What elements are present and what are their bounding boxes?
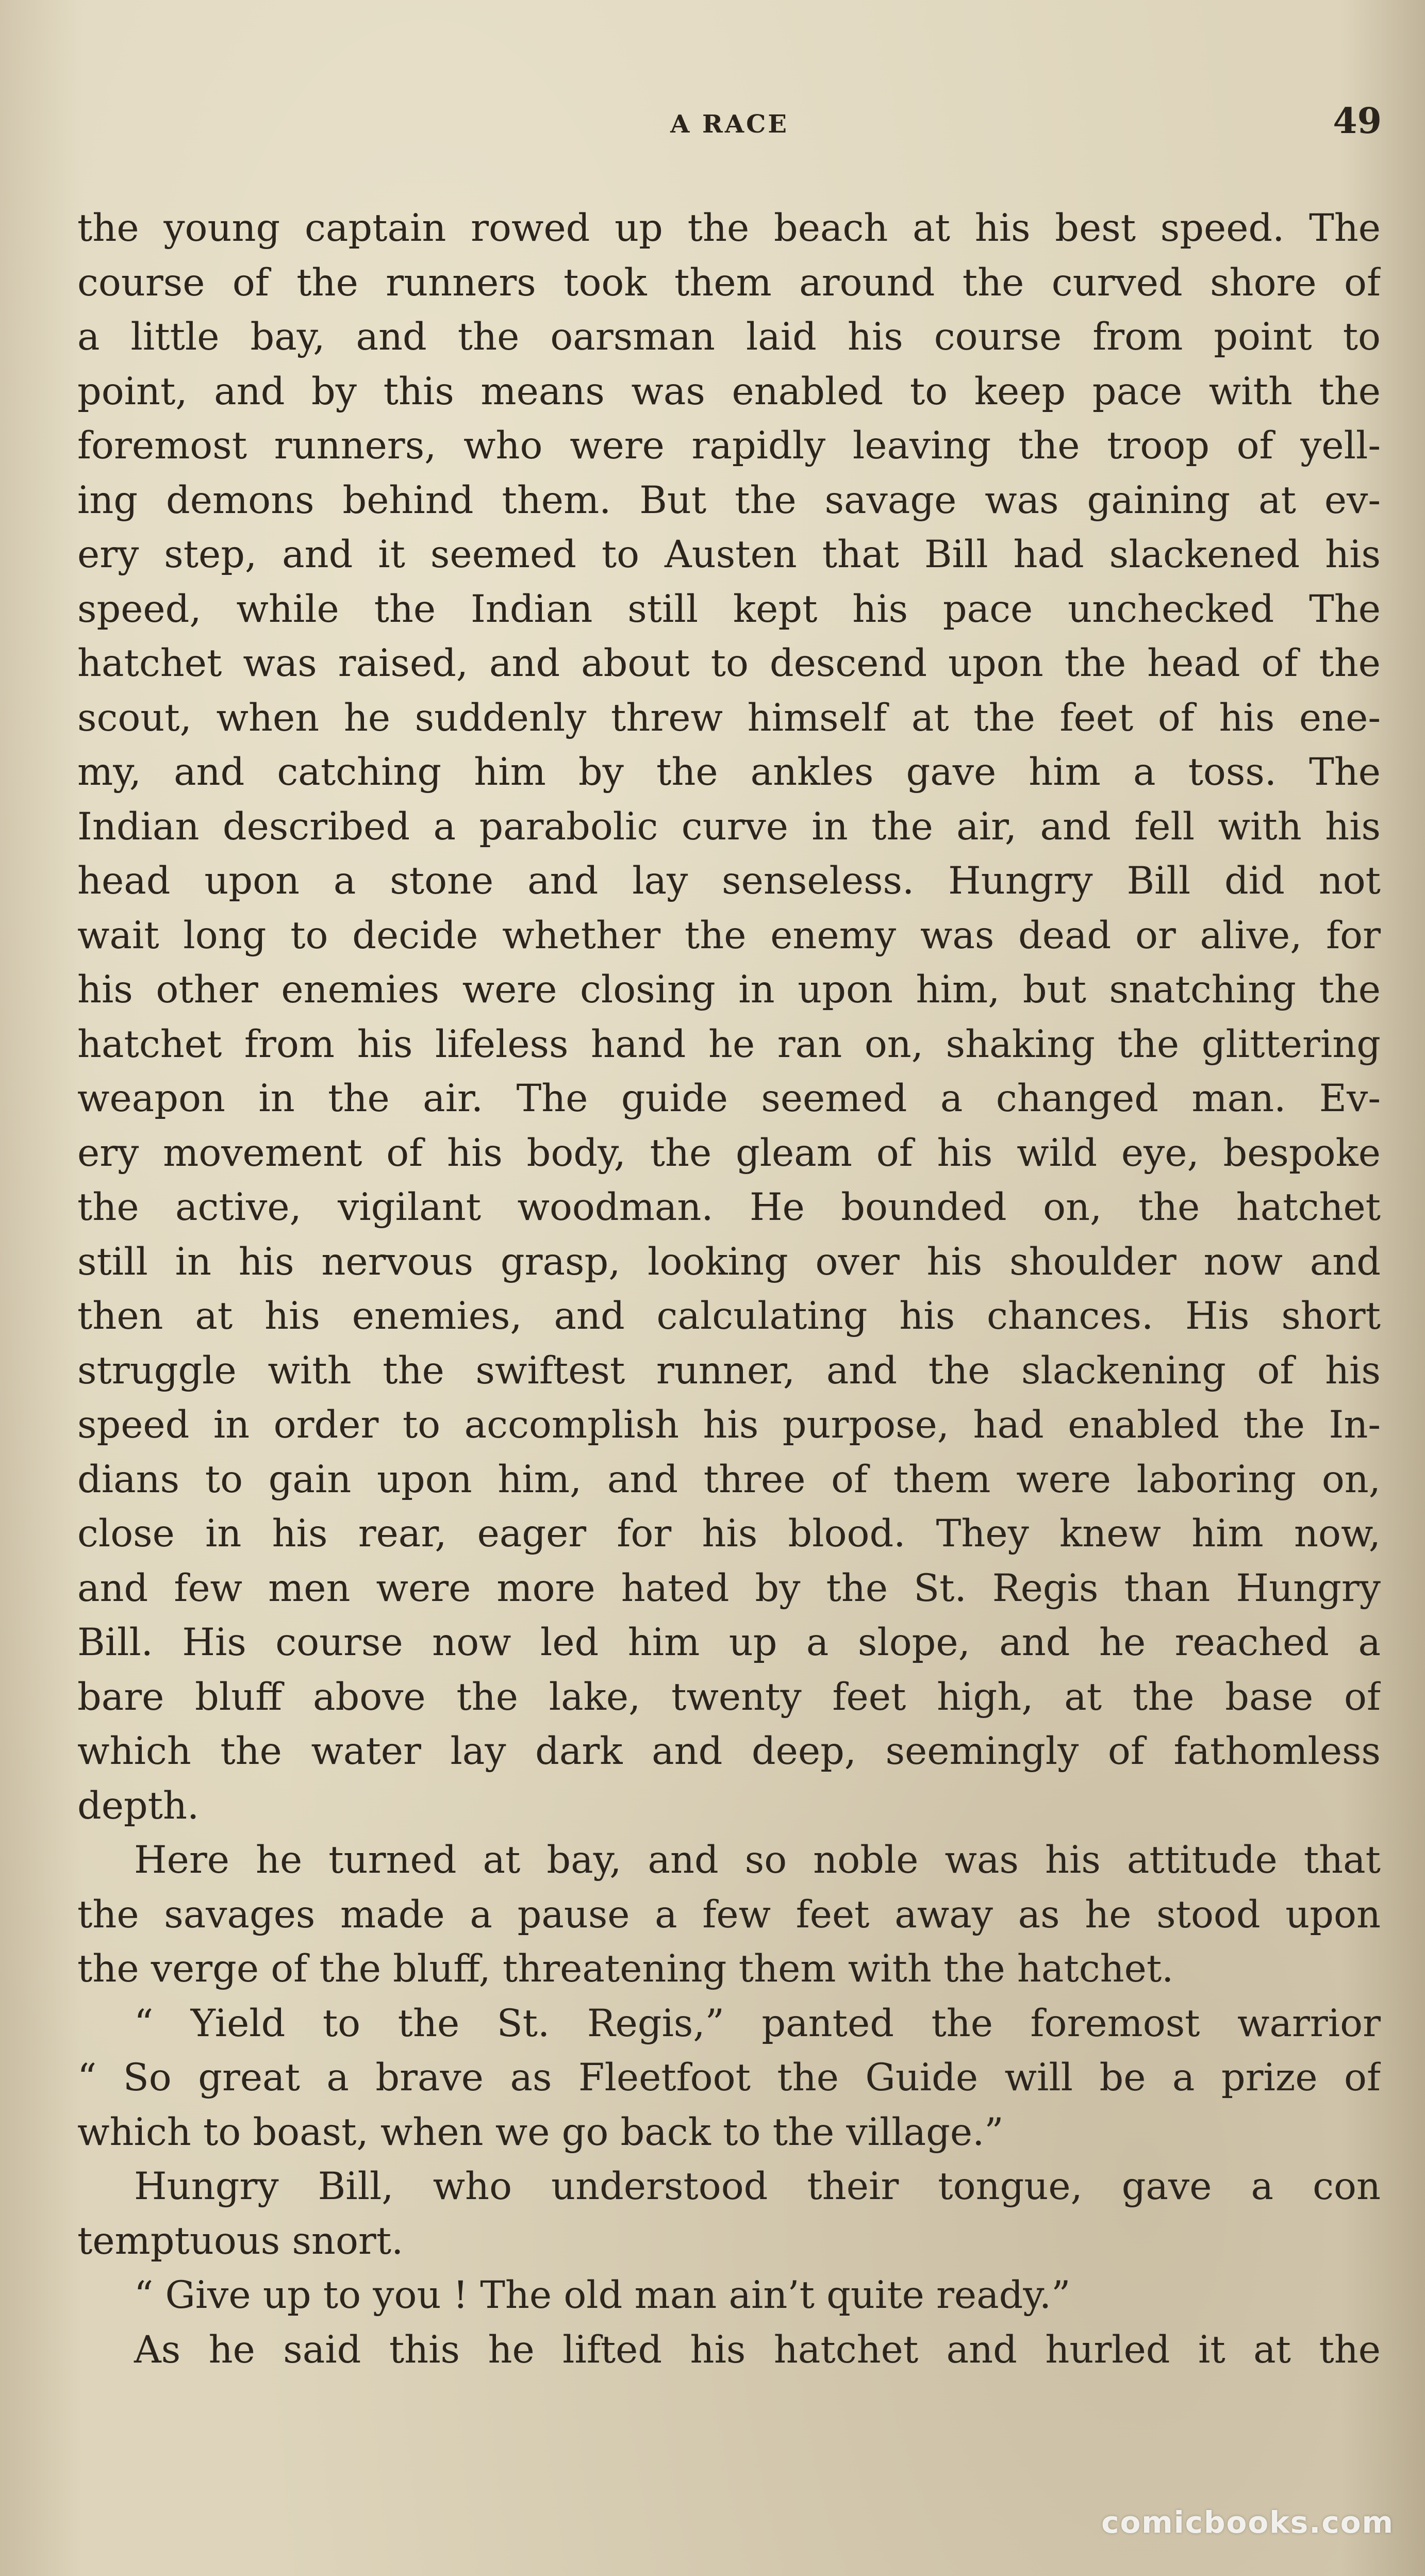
- page-header: [77, 101, 1382, 147]
- text-line: scout, when he suddenly threw himself at the feet of his ene-: [77, 696, 1381, 740]
- text-line: a little bay, and the oarsman laid his course from point to: [77, 315, 1381, 359]
- text-line: speed, while the Indian still kept his pace unchecked The: [77, 587, 1381, 631]
- text-line: foremost runners, who were rapidly leaving the troop of yell-: [77, 424, 1381, 468]
- text-line: wait long to decide whether the enemy was dead or alive, for: [77, 913, 1381, 957]
- text-line: course of the runners took them around the curved shore of: [77, 260, 1381, 305]
- text-line: point, and by this means was enabled to keep pace with the: [77, 369, 1381, 414]
- text-line: “ Give up to you ! The old man ain’t quite ready.”: [134, 2273, 1071, 2317]
- text-line: and few men were more hated by the St. Regis than Hungry: [77, 1566, 1381, 1610]
- text-line: dians to gain upon him, and three of them were laboring on,: [77, 1457, 1381, 1501]
- text-line: speed in order to accomplish his purpose, had enabled the In-: [77, 1403, 1381, 1447]
- text-line: still in his nervous grasp, looking over his shoulder now and: [77, 1240, 1381, 1284]
- text-line: struggle with the swiftest runner, and the slackening of his: [77, 1348, 1381, 1393]
- text-line: weapon in the air. The guide seemed a changed man. Ev-: [77, 1077, 1381, 1120]
- text-line: which to boast, when we go back to the village.”: [77, 2110, 1004, 2154]
- text-line: “ Yield to the St. Regis,” panted the foremost warrior: [134, 2001, 1381, 2045]
- text-line: the young captain rowed up the beach at his best speed. The: [77, 206, 1381, 250]
- text-line: the savages made a pause a few feet away as he stood upon: [77, 1892, 1381, 1937]
- body-text: [77, 201, 1381, 2377]
- text-line: Bill. His course now led him up a slope, and he reached a: [77, 1621, 1381, 1664]
- text-line: the verge of the bluff, threatening them with the hatchet.: [77, 1947, 1174, 1991]
- text-line: depth.: [77, 1784, 200, 1828]
- text-line: Here he turned at bay, and so noble was his attitude that: [134, 1838, 1381, 1882]
- text-line: hatchet from his lifeless hand he ran on, shaking the glittering: [77, 1022, 1381, 1066]
- text-line: the active, vigilant woodman. He bounded on, the hatchet: [77, 1185, 1381, 1229]
- text-line: Hungry Bill, who understood their tongue, gave a con: [134, 2165, 1381, 2208]
- text-line: “ So great a brave as Fleetfoot the Guide will be a prize of: [77, 2056, 1381, 2100]
- text-line: close in his rear, eager for his blood. They knew him now,: [77, 1512, 1381, 1556]
- text-line: my, and catching him by the ankles gave him a toss. The: [77, 750, 1381, 794]
- text-line: which the water lay dark and deep, seemingly of fathomless: [77, 1729, 1381, 1773]
- text-line: then at his enemies, and calculating his chances. His short: [77, 1294, 1381, 1338]
- running-title: A RACE: [670, 110, 789, 139]
- text-line: hatchet was raised, and about to descend upon the head of the: [77, 641, 1381, 685]
- text-line: ery step, and it seemed to Austen that Bill had slackened his: [77, 533, 1381, 576]
- watermark: comicbooks.com: [1101, 2505, 1394, 2540]
- text-line: As he said this he lifted his hatchet and hurled it at the: [134, 2327, 1381, 2372]
- page-number: 49: [1333, 101, 1382, 142]
- text-line: ing demons behind them. But the savage was gaining at ev-: [77, 478, 1381, 522]
- text-line: temptuous snort.: [77, 2219, 404, 2263]
- text-line: head upon a stone and lay senseless. Hungry Bill did not: [77, 859, 1381, 903]
- text-line: bare bluff above the lake, twenty feet high, at the base of: [77, 1675, 1381, 1719]
- text-line: Indian described a parabolic curve in the air, and fell with his: [77, 804, 1381, 849]
- text-line: his other enemies were closing in upon him, but snatching the: [77, 968, 1381, 1012]
- text-line: ery movement of his body, the gleam of his wild eye, bespoke: [77, 1131, 1381, 1175]
